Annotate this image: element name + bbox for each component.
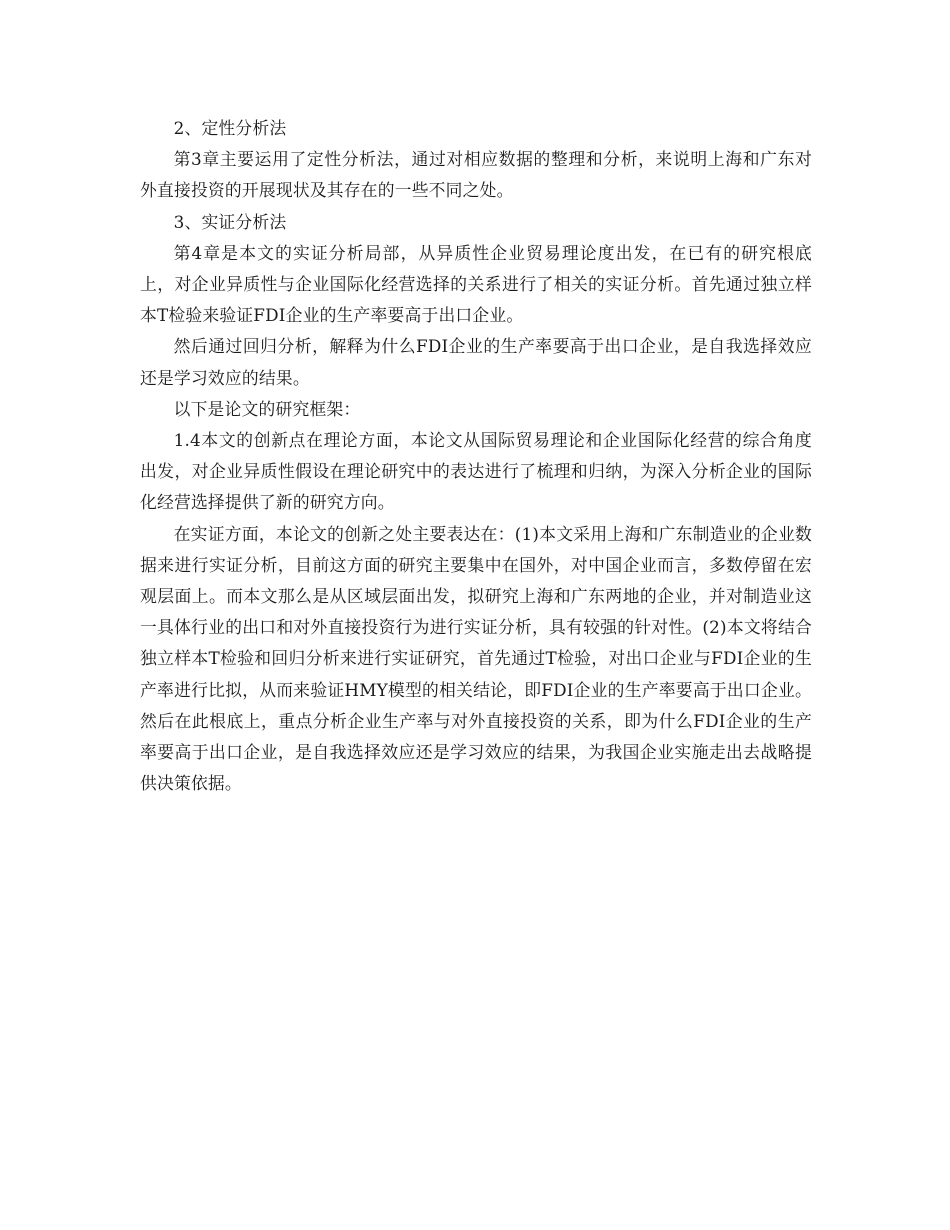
- paragraph-chapter4: 第4章是本文的实证分析局部，从异质性企业贸易理论度出发，在已有的研究根底上，对企业异质性与企业国际化经营选择的关系进行了相关的实证分析。首先通过独立样本T检验来验证FDI企业的生产率要高于出口企业。: [140, 242, 812, 326]
- paragraph-chapter3: 第3章主要运用了定性分析法，通过对相应数据的整理和分析，来说明上海和广东对外直接投资的开展现状及其存在的一些不同之处。: [140, 149, 812, 201]
- paragraph-regression: 然后通过回归分析，解释为什么FDI企业的生产率要高于出口企业，是自我选择效应还是学习效应的结果。: [140, 336, 812, 388]
- paragraph-framework-intro: 以下是论文的研究框架：: [173, 398, 361, 419]
- heading-empirical-method: 3、实证分析法: [173, 211, 287, 232]
- paragraph-innovation-theory: 1.4本文的创新点在理论方面，本论文从国际贸易理论和企业国际化经营的综合角度出发，对企业异质性假设在理论研究中的表达进行了梳理和归纳，为深入分析企业的国际化经营选择提供了新的研究方向。: [140, 430, 812, 513]
- paragraph-innovation-empirical: 在实证方面，本论文的创新之处主要表达在：(1)本文采用上海和广东制造业的企业数据来进行实证分析，目前这方面的研究主要集中在国外，对中国企业而言，多数停留在宏观层面上。而本文那么是从区域层面出发，拟研究上海和广东两地的企业，并对制造业这一具体行业的出口和对外直接投资行为进行实证分析，具有较强的针对性。(2)本文将结合独立样本T检验和回归分析来进行实证研究，首先通过T检验，对出口企业与FDI企业的生产率进行比拟，从而来验证HMY模型的相关结论，即FDI企业的生产率要高于出口企业。然后在此根底上，重点分析企业生产率与对外直接投资的关系，即为什么FDI企业的生产率要高于出口企业，是自我选择效应还是学习效应的结果，为我国企业实施走出去战略提供决策依据。: [140, 523, 812, 794]
- document-body: [140, 113, 812, 799]
- heading-qualitative-method: 2、定性分析法: [173, 118, 287, 138]
